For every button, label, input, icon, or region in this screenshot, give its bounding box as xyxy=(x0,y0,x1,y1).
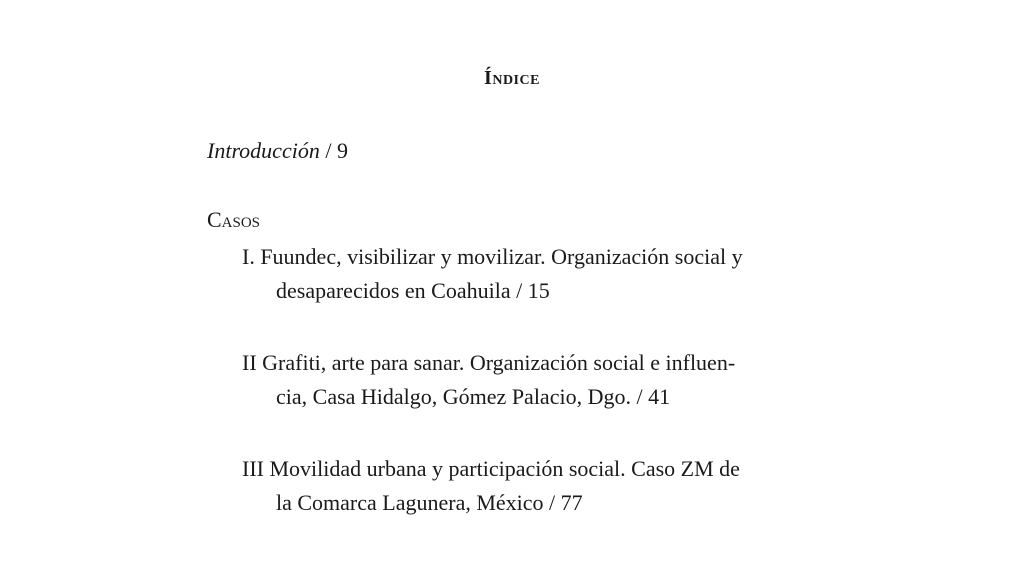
toc-intro-label: Introducción xyxy=(207,138,320,163)
toc-entry-line: la Comarca Lagunera, México / 77 xyxy=(276,490,583,515)
toc-entry-line: II Grafiti, arte para sanar. Organización social e influen- xyxy=(242,350,736,375)
toc-entry-line: cia, Casa Hidalgo, Gómez Palacio, Dgo. / 41 xyxy=(276,384,671,409)
toc-entry-line: III Movilidad urbana y participación social. Caso ZM de xyxy=(242,456,740,481)
page-title: Índice xyxy=(484,67,540,89)
toc-entry-line: desaparecidos en Coahuila / 15 xyxy=(276,278,550,303)
toc-entry-line: I. Fuundec, visibilizar y movilizar. Organización social y xyxy=(242,244,743,269)
toc-section-heading: Casos xyxy=(207,207,261,232)
toc-entry xyxy=(242,452,842,520)
toc-entry xyxy=(242,346,842,414)
toc-intro-entry xyxy=(207,138,348,164)
toc-intro-page: / 9 xyxy=(319,138,348,163)
toc-entry xyxy=(242,240,842,308)
